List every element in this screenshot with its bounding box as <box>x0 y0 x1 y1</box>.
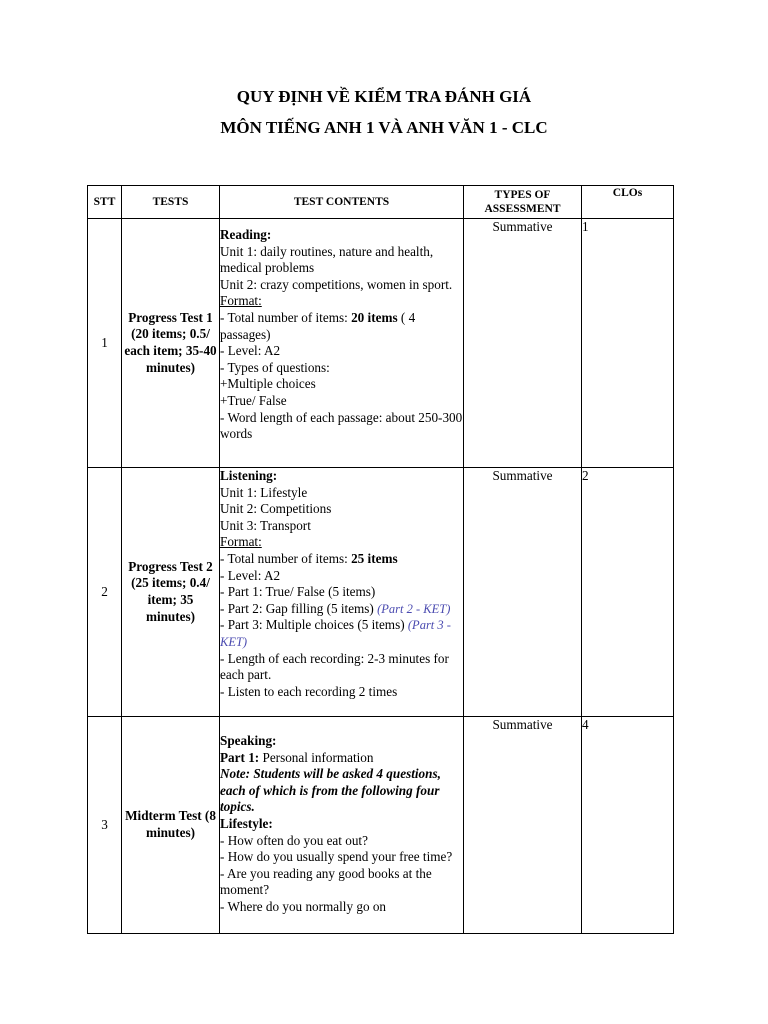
contents-question: - Where do you normally go on <box>220 898 387 914</box>
ket-reference: (Part 2 - KET) <box>377 601 451 616</box>
contents-question: - Are you reading any good books at the moment? <box>220 865 432 898</box>
contents-total-items: - Total number of items: 25 items <box>220 550 398 566</box>
contents-level: - Level: A2 <box>220 343 281 359</box>
header-test-contents: TEST CONTENTS <box>220 186 464 219</box>
row-stt: 3 <box>88 717 122 934</box>
contents-format-label: Format: <box>220 293 262 309</box>
contents-format-label: Format: <box>220 534 262 550</box>
contents-heading: Listening: <box>220 468 278 483</box>
row-test-contents <box>220 219 464 468</box>
row-test-name: Progress Test 2 (25 items; 0.4/ item; 35 minutes) <box>122 468 220 717</box>
contents-level: - Level: A2 <box>220 567 281 583</box>
contents-part: - Part 1: True/ False (5 items) <box>220 584 376 600</box>
ket-reference: (Part 3 - KET) <box>220 618 451 649</box>
row-assessment-type: Summative <box>464 717 582 934</box>
table-row <box>88 219 674 468</box>
contents-note: Note: Students will be asked 4 questions, each of which is from the following four topics. <box>220 766 441 815</box>
contents-part: - Part 3: Multiple choices (5 items) (Part 3 - KET) <box>220 617 451 649</box>
contents-unit: Unit 1: Lifestyle <box>220 484 308 500</box>
row-clo: 4 <box>582 717 674 934</box>
row-assessment-type: Summative <box>464 219 582 468</box>
contents-question-types: - Types of questions: <box>220 359 330 375</box>
contents-question: - How do you usually spend your free time? <box>220 849 453 865</box>
contents-unit: Unit 2: crazy competitions, women in sport. <box>220 276 453 292</box>
table-row <box>88 717 674 934</box>
contents-part: Part 1: Personal information <box>220 749 374 765</box>
row-stt: 1 <box>88 219 122 468</box>
document-subtitle: MÔN TIẾNG ANH 1 VÀ ANH VĂN 1 - CLC <box>220 118 548 137</box>
contents-unit: Unit 3: Transport <box>220 517 311 533</box>
row-test-contents <box>220 468 464 717</box>
contents-total-items: - Total number of items: 20 items ( 4 passages) <box>220 309 416 342</box>
contents-question-type: +True/ False <box>220 392 287 408</box>
row-stt: 2 <box>88 468 122 717</box>
document-title: QUY ĐỊNH VỀ KIỂM TRA ĐÁNH GIÁ <box>236 87 532 106</box>
contents-word-length: - Word length of each passage: about 250-300 words <box>220 409 463 442</box>
contents-unit: Unit 2: Competitions <box>220 501 332 517</box>
row-test-contents <box>220 717 464 934</box>
contents-listen-times: - Listen to each recording 2 times <box>220 683 398 699</box>
contents-heading: Reading: <box>220 227 272 242</box>
row-test-name: Progress Test 1 (20 items; 0.5/ each item; 35-40 minutes) <box>122 219 220 468</box>
contents-part: - Part 2: Gap filling (5 items) (Part 2 - KET) <box>220 600 451 616</box>
contents-question: - How often do you eat out? <box>220 832 368 848</box>
contents-recording-length: - Length of each recording: 2-3 minutes for each part. <box>220 650 449 683</box>
contents-topic: Lifestyle: <box>220 815 273 831</box>
row-clo: 2 <box>582 468 674 717</box>
row-assessment-type: Summative <box>464 468 582 717</box>
header-clos: CLOs <box>582 186 674 219</box>
contents-unit: Unit 1: daily routines, nature and health, medical problems <box>220 243 434 276</box>
row-clo: 1 <box>582 219 674 468</box>
assessment-table <box>87 185 674 934</box>
contents-heading: Speaking: <box>220 733 277 748</box>
table-header-row <box>88 186 674 219</box>
header-types-of-assessment: TYPES OF ASSESSMENT <box>464 186 582 219</box>
header-tests: TESTS <box>122 186 220 219</box>
table-row <box>88 468 674 717</box>
header-stt: STT <box>88 186 122 219</box>
row-test-name: Midterm Test (8 minutes) <box>122 717 220 934</box>
contents-question-type: +Multiple choices <box>220 376 316 392</box>
